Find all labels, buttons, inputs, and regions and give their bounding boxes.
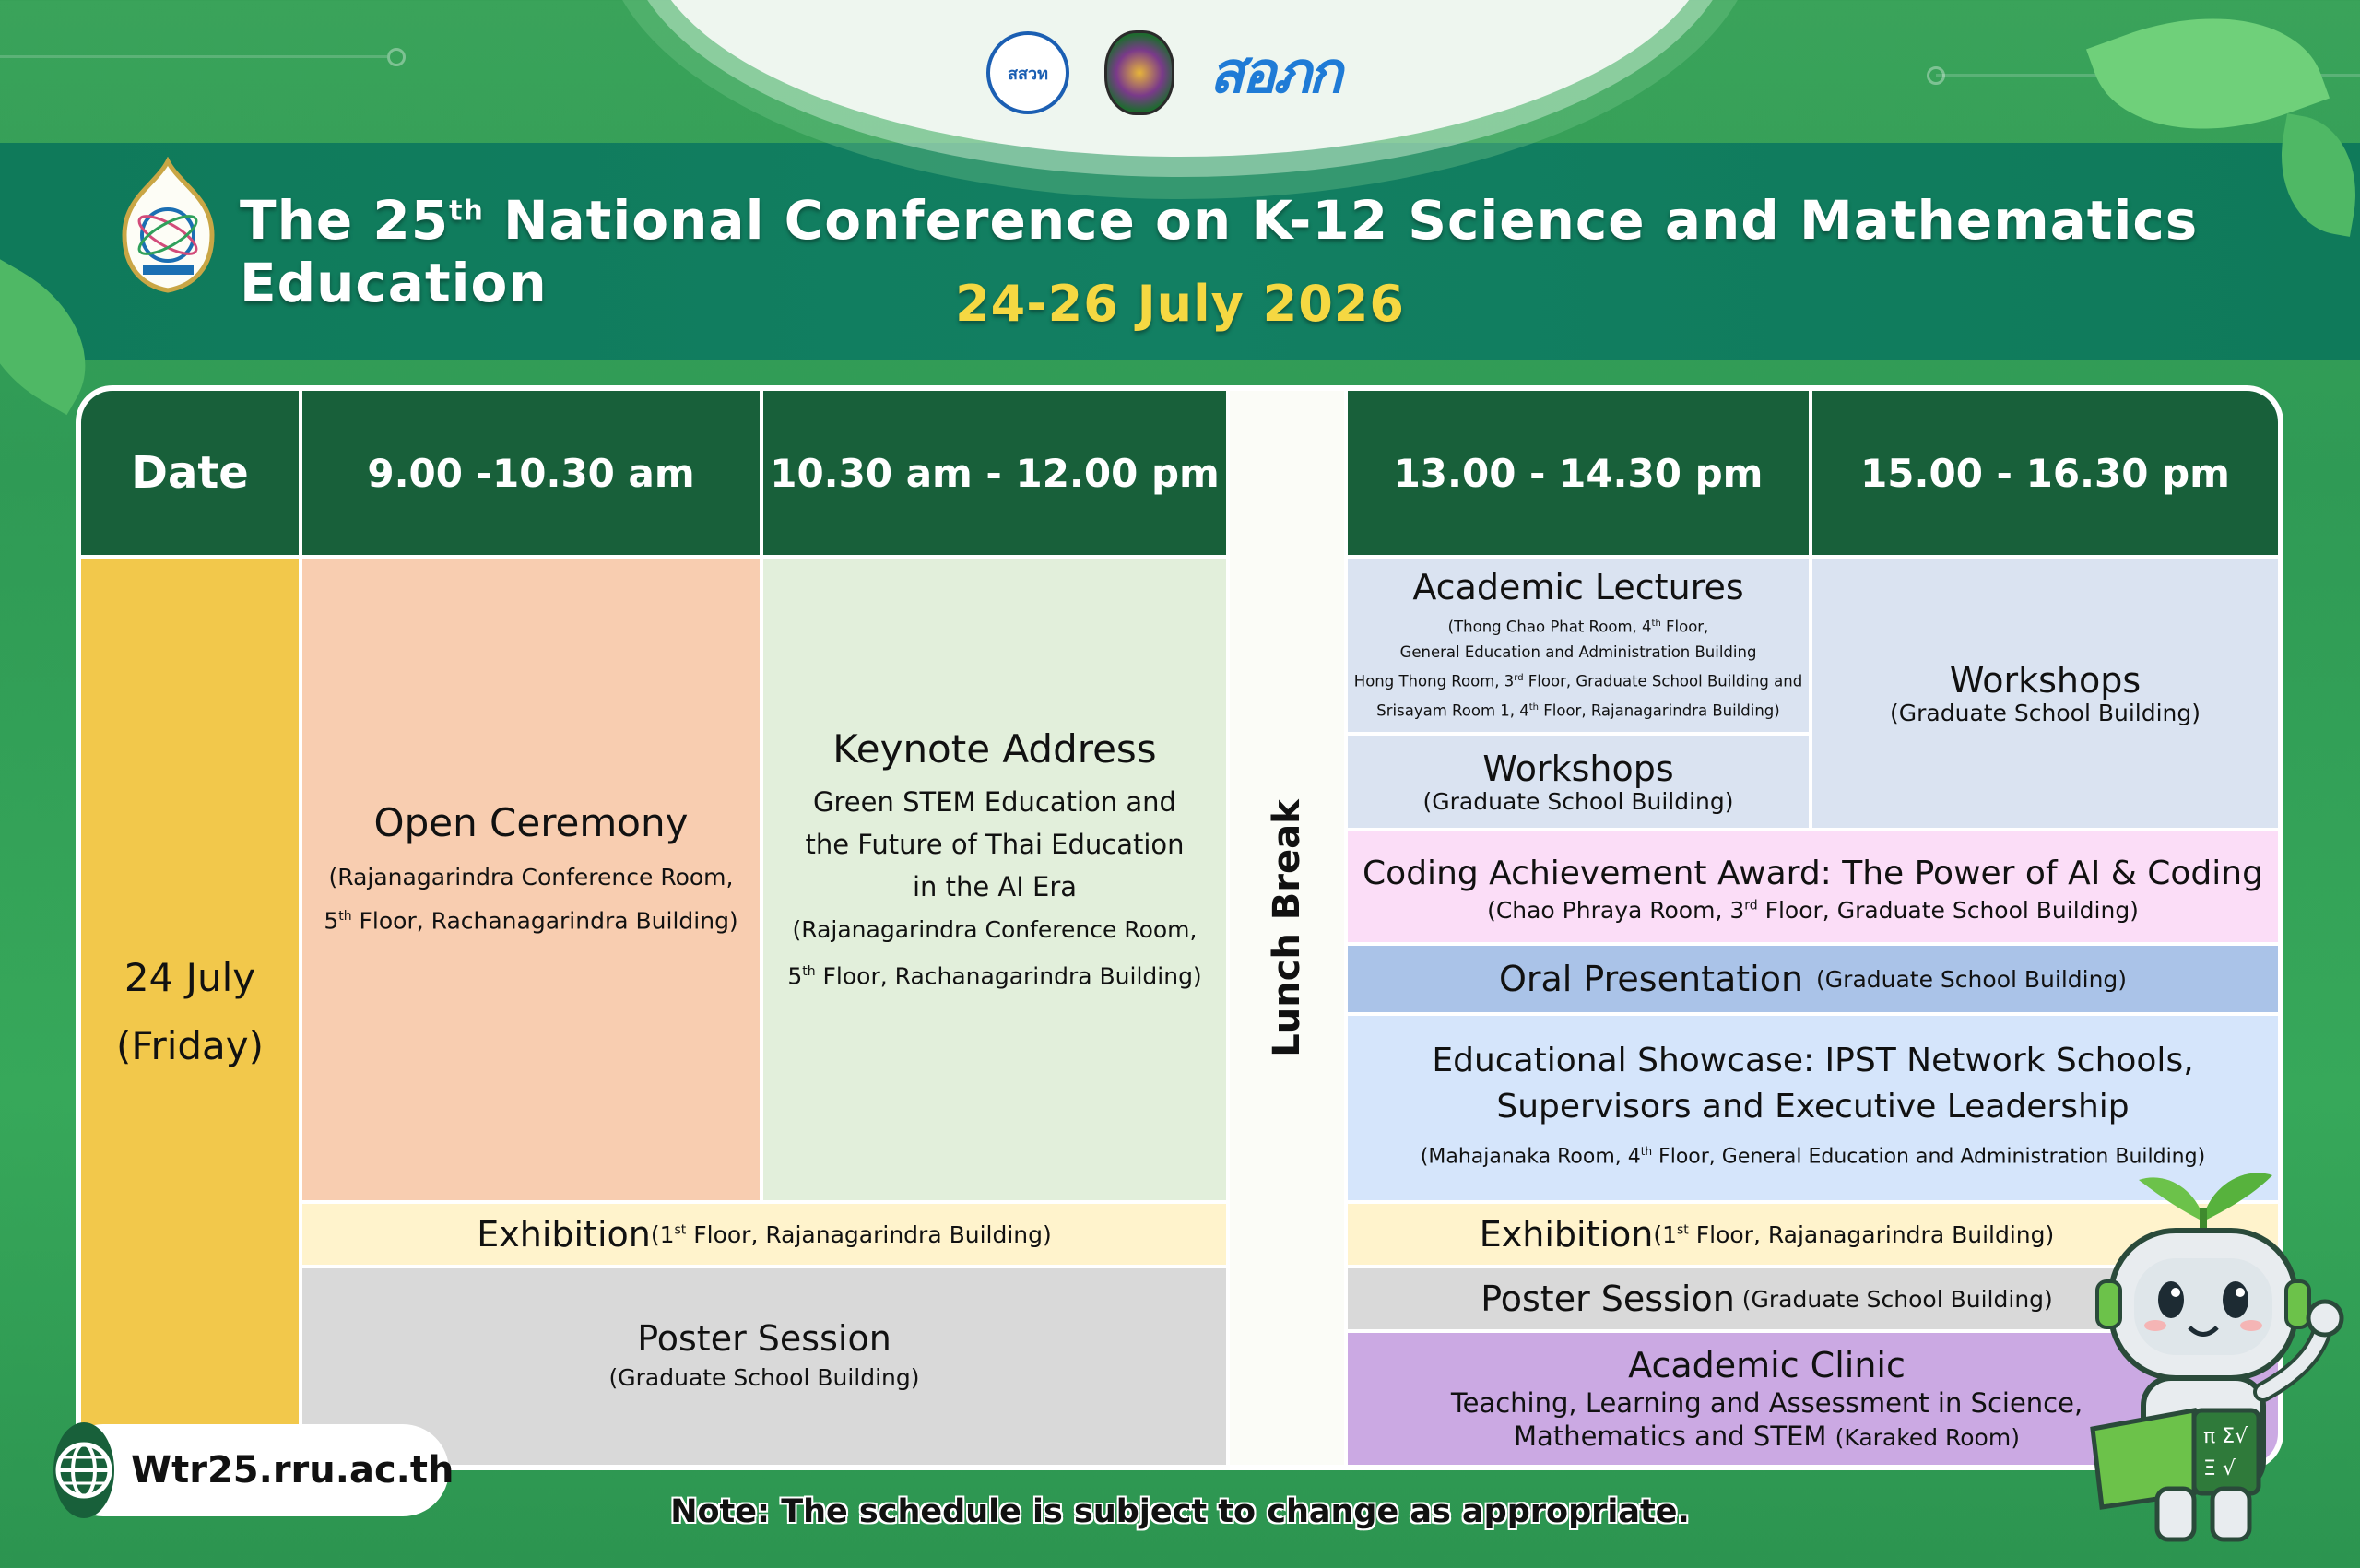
- schedule-note: Note: The schedule is subject to change as appropriate.: [670, 1493, 1690, 1530]
- circuit-node: [1927, 66, 1945, 85]
- poster-pm-venue: (Graduate School Building): [1741, 1285, 2053, 1313]
- workshops-pm1-venue: (Graduate School Building): [1422, 787, 1734, 815]
- academic-lectures-line-2: General Education and Administration Building: [1399, 643, 1757, 662]
- keynote-venue-1: (Rajanagarindra Conference Room,: [792, 915, 1198, 943]
- sponsor-logos: [986, 28, 1340, 118]
- keynote-line-1: Green STEM Education and: [813, 785, 1176, 818]
- header-slot-3: 13.00 - 14.30 pm: [1348, 391, 1809, 555]
- header-date: Date: [81, 391, 299, 555]
- workshops-pm2-title: Workshops: [1949, 659, 2142, 701]
- academic-clinic-line-2: Mathematics and STEM (Karaked Room): [1514, 1420, 2020, 1452]
- open-ceremony-venue-2: 5th Floor, Rachanagarindra Building): [324, 907, 738, 935]
- oral-presentation-title: Oral Presentation: [1498, 959, 1804, 999]
- open-ceremony-cell: [302, 559, 760, 1200]
- academic-lectures-title: Academic Lectures: [1412, 566, 1744, 607]
- header-slot-2: 10.30 am - 12.00 pm: [763, 391, 1226, 555]
- svg-text:π Σ√: π Σ√: [2203, 1425, 2248, 1448]
- day-date: 24 July: [124, 954, 256, 1000]
- oral-presentation-venue: (Graduate School Building): [1816, 965, 2128, 993]
- poster-am-venue: (Graduate School Building): [608, 1363, 920, 1391]
- day-weekday: (Friday): [115, 1022, 265, 1068]
- header-slot-1: 9.00 -10.30 am: [302, 391, 760, 555]
- academic-lectures-line-1: (Thong Chao Phat Room, 4th Floor,: [1447, 618, 1709, 636]
- open-ceremony-title: Open Ceremony: [373, 799, 689, 845]
- academic-lectures-line-4: Srisayam Room 1, 4th Floor, Rajanagarindra Building): [1376, 701, 1780, 720]
- poster-am-title: Poster Session: [637, 1317, 891, 1359]
- exhibition-am-title: Exhibition: [477, 1214, 651, 1255]
- workshops-pm1-title: Workshops: [1482, 748, 1674, 789]
- day-cell: [81, 559, 299, 1465]
- exhibition-pm-title: Exhibition: [1479, 1214, 1654, 1255]
- showcase-venue: (Mahajanaka Room, 4th Floor, General Education and Administration Building): [1420, 1144, 2206, 1169]
- brand-logo: สอภก: [1210, 41, 1340, 105]
- workshops-pm2-venue: (Graduate School Building): [1890, 699, 2201, 726]
- circuit-node: [387, 48, 406, 66]
- academic-clinic-line-1: Teaching, Learning and Assessment in Science,: [1450, 1386, 2083, 1419]
- academic-clinic-title: Academic Clinic: [1628, 1344, 1906, 1385]
- workshops-pm1-cell: [1348, 736, 1809, 828]
- showcase-line-2: Supervisors and Executive Leadership: [1496, 1087, 2130, 1126]
- keynote-venue-2: 5th Floor, Rachanagarindra Building): [787, 962, 1202, 990]
- poster-am-cell: [302, 1268, 1226, 1465]
- open-ceremony-venue-1: (Rajanagarindra Conference Room,: [328, 863, 734, 890]
- keynote-line-3: in the AI Era: [912, 870, 1078, 902]
- exhibition-pm-venue: (1st Floor, Rajanagarindra Building): [1653, 1220, 2055, 1248]
- exhibition-am-cell: [302, 1204, 1226, 1265]
- keynote-line-2: the Future of Thai Education: [805, 828, 1185, 860]
- header-slot-4: 15.00 - 16.30 pm: [1812, 391, 2278, 555]
- ipst-logo-text: สสวท: [1008, 64, 1048, 84]
- schedule-table: [76, 385, 2283, 1470]
- university-seal-icon: [1104, 30, 1174, 115]
- coding-award-venue: (Chao Phraya Room, 3rd Floor, Graduate School Building): [1487, 896, 2139, 924]
- keynote-cell: [763, 559, 1226, 1200]
- date-range: 24-26 July 2026: [955, 275, 1405, 333]
- oral-presentation-cell: [1348, 946, 2278, 1012]
- circuit-line: [0, 55, 387, 58]
- academic-lectures-cell: [1348, 559, 1809, 732]
- page-title: The 25th National Conference on K-12 Science and Mathematics Education: [240, 189, 2199, 314]
- exhibition-am-venue: (1st Floor, Rajanagarindra Building): [650, 1220, 1052, 1248]
- coding-award-title: Coding Achievement Award: The Power of AI & Coding: [1363, 854, 2263, 892]
- poster-pm-title: Poster Session: [1481, 1279, 1735, 1319]
- showcase-line-1: Educational Showcase: IPST Network Schools,: [1432, 1041, 2194, 1079]
- workshops-pm2-cell: [1812, 559, 2278, 828]
- lunch-break-label: Lunch Break: [1266, 798, 1308, 1057]
- coding-award-cell: [1348, 831, 2278, 942]
- svg-text:Ξ √: Ξ √: [2203, 1457, 2236, 1480]
- website-url[interactable]: Wtr25.rru.ac.th: [131, 1449, 454, 1491]
- keynote-title: Keynote Address: [832, 725, 1157, 772]
- ipst-logo-icon: [986, 31, 1069, 114]
- lunch-break-cell: [1230, 391, 1344, 1465]
- academic-lectures-line-3: Hong Thong Room, 3rd Floor, Graduate School Building and: [1353, 672, 1803, 690]
